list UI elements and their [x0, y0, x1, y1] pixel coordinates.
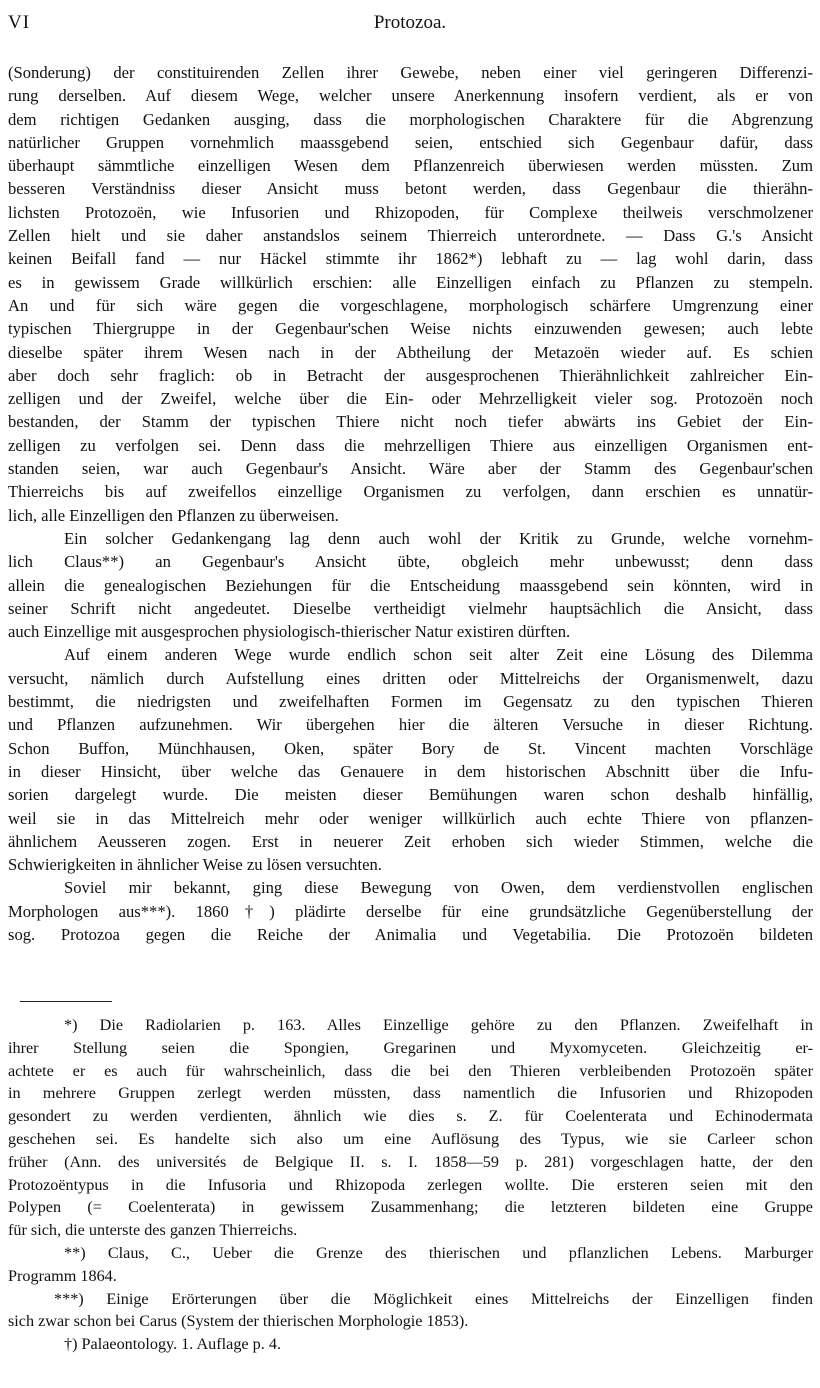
text-line: Morphologen aus***). 1860†) plädirte derselbe für eine grundsätzliche Gegenüberstellung der: [8, 901, 813, 921]
text-line: rung derselben. Auf diesem Wege, welcher unsere Anerkennung insofern verdient, als er von: [8, 86, 813, 106]
footnote-line: in mehrere Gruppen zerlegt werden müssten, dass namentlich die Infusorien und Rhizopoden: [8, 1084, 813, 1103]
main-text: [8, 61, 813, 946]
text-line: sorien dargelegt wurde. Die meisten dieser Bemühungen waren schon deshalb hinfällig,: [8, 785, 813, 805]
footnote-line: früher (Ann. des universités de Belgique II. s. I. 1858—59 p. 281) vorgeschlagen hatte, der den: [8, 1152, 813, 1171]
text-line: sog. Protozoa gegen die Reiche der Animalia und Vegetabilia. Die Protozoën bildeten: [8, 924, 813, 944]
text-line: aber doch sehr fraglich: ob in Betracht der ausgesprochenen Thierähnlichkeit zahlreicher Ein-: [8, 365, 813, 385]
text-line: typischen Thiergruppe in der Gegenbaur'schen Weise nichts einzuwenden gewesen; auch lebte: [8, 319, 813, 339]
footnote-line: **) Claus, C., Ueber die Grenze des thierischen und pflanzlichen Lebens. Marburger: [64, 1243, 813, 1262]
running-title: Protozoa.: [373, 12, 447, 33]
text-line: Schwierigkeiten in ähnlicher Weise zu lösen versuchten.: [8, 855, 382, 875]
text-line: zelligen und der Zweifel, welche über die Ein- oder Mehrzelligkeit vieler sog. Protozoën noch: [8, 389, 813, 409]
text-line: und Pflanzen aufzunehmen. Wir übergehen hier die älteren Versuche in dieser Richtung.: [8, 715, 813, 735]
text-line: ähnlichem Aeusseren zogen. Erst in neuerer Zeit erhoben sich wieder Stimmen, welche die: [8, 831, 813, 851]
page-number: VI: [8, 12, 31, 33]
text-line: besseren Verständniss dieser Ansicht muss betont werden, dass Gegenbaur die thierähn-: [8, 179, 813, 199]
text-line: Ein solcher Gedankengang lag denn auch wohl der Kritik zu Grunde, welche vornehm-: [64, 528, 813, 548]
text-line: An und für sich wäre gegen die vorgeschlagene, morphologisch schärfere Umgrenzung einer: [8, 295, 813, 315]
text-line: dem richtigen Gedanken ausging, dass die morphologischen Charaktere für die Abgrenzung: [8, 109, 813, 129]
text-line: bestanden, der Stamm der typischen Thiere nicht noch tiefer abwärts ins Gebiet der Ein-: [8, 412, 813, 432]
footnote-line: †) Palaeontology. 1. Auflage p. 4.: [64, 1335, 281, 1354]
text-line: in dieser Hinsicht, über welche das Genauere in dem historischen Abschnitt über die Infu-: [8, 761, 813, 781]
text-line: Zellen hielt und sie daher anstandslos seinem Thierreich unterordnete. — Dass G.'s Ansicht: [8, 226, 813, 246]
text-line: (Sonderung) der constituirenden Zellen ihrer Gewebe, neben einer viel geringeren Differenzi-: [8, 63, 813, 82]
footnote-line: gesondert zu werden verdienten, ähnlich wie dies s. Z. für Coelenterata und Echinodermata: [8, 1107, 813, 1126]
text-line: überhaupt sämmtliche einzelligen Wesen dem Pflanzenreich überwiesen werden müssten. Zum: [8, 156, 813, 176]
footnote-line: achtete er es auch für wahrscheinlich, dass die bei den Thieren verbleibenden Protozoën später: [8, 1061, 813, 1080]
text-line: keinen Beifall fand — nur Häckel stimmte ihr 1862*) lebhaft zu — lag wohl darin, dass: [8, 249, 813, 269]
text-line: Soviel mir bekannt, ging diese Bewegung von Owen, dem verdienstvollen englischen: [64, 878, 813, 898]
text-line: dieselbe später ihrem Wesen nach in der Abtheilung der Metazoën wieder auf. Es schien: [8, 342, 813, 362]
text-line: Auf einem anderen Wege wurde endlich schon seit alter Zeit eine Lösung des Dilemma: [64, 645, 813, 665]
text-line: lich Claus**) an Gegenbaur's Ansicht übte, obgleich mehr unbewusst; denn dass: [8, 552, 813, 572]
text-line: zelligen zu verfolgen sei. Denn dass die mehrzelligen Thiere aus einzelligen Organismen ent-: [8, 435, 813, 455]
footnote-line: *) Die Radiolarien p. 163. Alles Einzellige gehöre zu den Pflanzen. Zweifelhaft in: [64, 1016, 813, 1034]
text-line: weil sie in das Mittelreich mehr oder weniger willkürlich auch echte Thiere von pflanzen-: [8, 808, 813, 828]
footnote-line: sich zwar schon bei Carus (System der thierischen Morphologie 1853).: [8, 1312, 469, 1331]
text-line: allein die genealogischen Beziehungen für die Entscheidung maassgebend sein könnten, wird in: [8, 575, 813, 595]
text-line: Thierreichs bis auf zweifellos einzellige Organismen zu verfolgen, dann erschien es unnatür-: [8, 482, 813, 502]
footnotes: [8, 1014, 813, 1356]
footnote-line: geschehen sei. Es handelte sich also um eine Auflösung des Typus, wie sie Carleer schon: [8, 1129, 813, 1148]
footnote-line: ***) Einige Erörterungen über die Möglichkeit eines Mittelreichs der Einzelligen finden: [54, 1289, 813, 1308]
text-line: Schon Buffon, Münchhausen, Oken, später Bory de St. Vincent machten Vorschläge: [8, 738, 813, 758]
text-line: lichsten Protozoën, wie Infusorien und Rhizopoden, für Complexe theilweis verschmolzener: [8, 202, 813, 222]
text-line: es in gewissem Grade willkürlich erschien: alle Einzelligen einfach zu Pflanzen zu stempeln.: [8, 272, 813, 292]
text-line: lich, alle Einzelligen den Pflanzen zu überweisen.: [8, 505, 339, 525]
text-line: auch Einzellige mit ausgesprochen physiologisch-thierischer Natur existiren dürften.: [8, 622, 571, 642]
page-header: [0, 12, 820, 40]
text-line: natürlicher Gruppen vornehmlich maassgebend seien, entschied sich Gegenbaur dafür, dass: [8, 132, 813, 152]
text-line: bestimmt, die niedrigsten und zweifelhaften Formen im Gegensatz zu den typischen Thieren: [8, 692, 813, 712]
footnote-divider: [20, 1001, 112, 1002]
footnote-line: Programm 1864.: [8, 1266, 117, 1285]
footnote-line: Protozoëntypus in die Infusoria und Rhizopoda zerlegen wollte. Die ersteren seien mit den: [8, 1175, 813, 1194]
text-line: standen seien, war auch Gegenbaur's Ansicht. Wäre aber der Stamm des Gegenbaur'schen: [8, 459, 813, 479]
text-line: versucht, nämlich durch Aufstellung eines dritten oder Mittelreichs der Organismenwelt, dazu: [8, 668, 813, 688]
footnote-line: für sich, die unterste des ganzen Thierreichs.: [8, 1221, 298, 1240]
footnote-line: Polypen (= Coelenterata) in gewissem Zusammenhang; die letzteren bildeten eine Gruppe: [8, 1198, 813, 1217]
footnote-line: ihrer Stellung seien die Spongien, Gregarinen und Myxomyceten. Gleichzeitig er-: [8, 1038, 813, 1057]
text-line: seiner Schrift nicht angedeutet. Dieselbe vertheidigt vielmehr hauptsächlich die Ansicht, dass: [8, 598, 813, 618]
